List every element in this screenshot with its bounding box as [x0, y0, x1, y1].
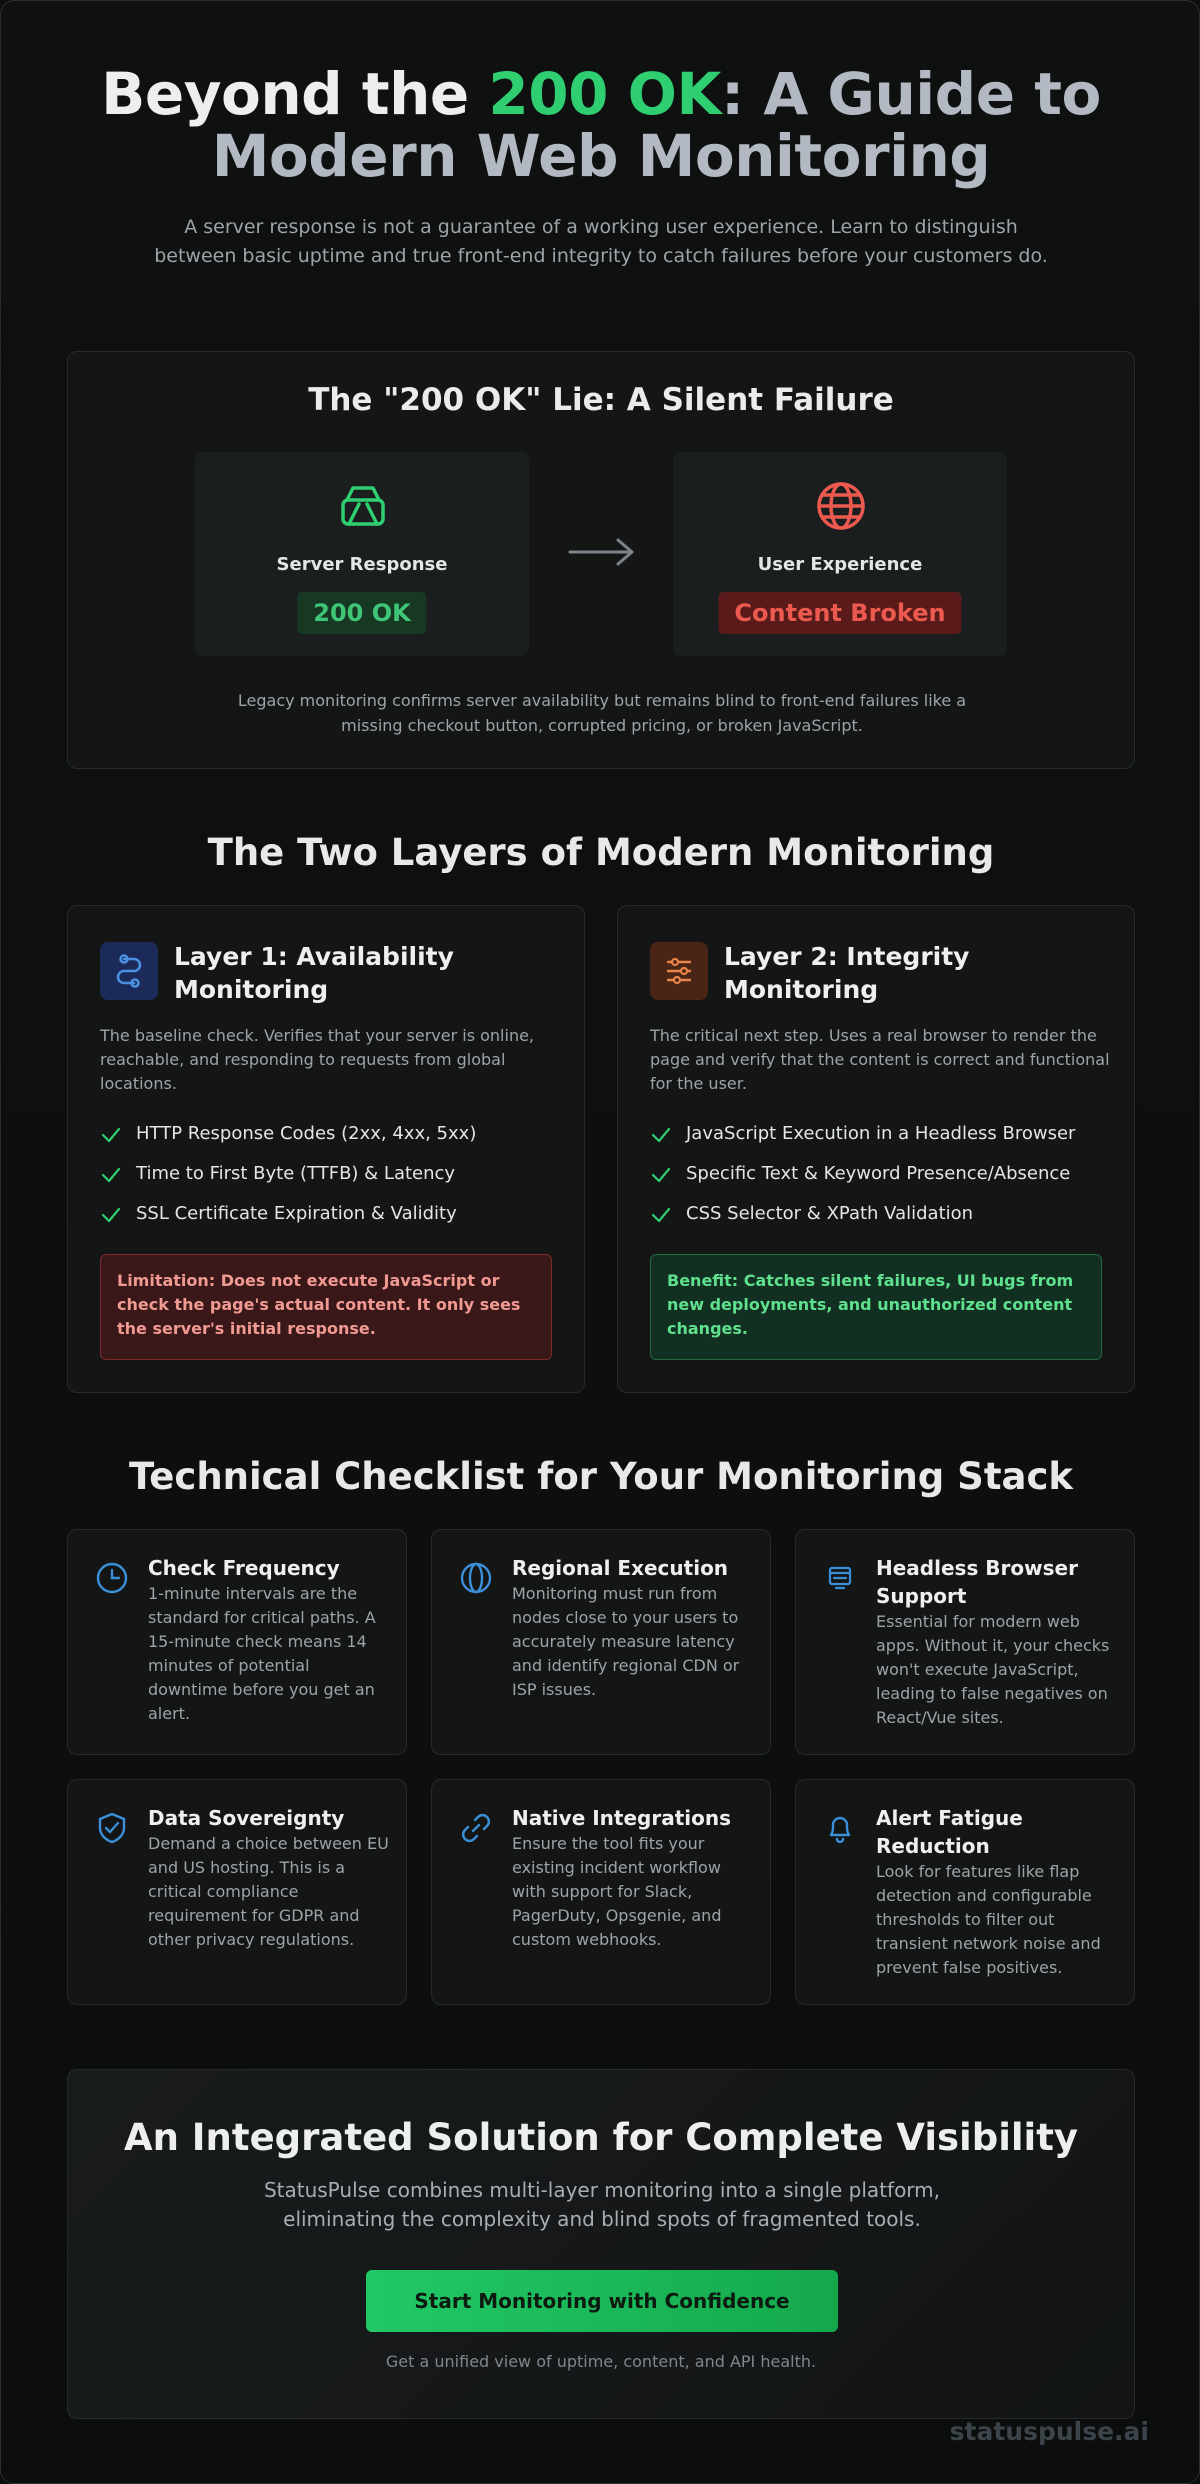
shield-check-icon [94, 1810, 130, 1846]
check-icon [100, 1124, 122, 1146]
globe-icon [815, 480, 867, 532]
start-monitoring-button[interactable]: Start Monitoring with Confidence [366, 2270, 838, 2332]
cta-subtitle: StatusPulse combines multi-layer monitoring into a single platform, eliminating the complexity and blind spots of fragmented tools. [263, 2178, 941, 2231]
user-experience-box [673, 452, 1007, 656]
list-item [650, 1202, 1075, 1242]
server-response-box [195, 452, 529, 656]
checklist-card-alert-fatigue [795, 1779, 1135, 2005]
checklist-card-data-sovereignty [67, 1779, 407, 2005]
list-item-text: SSL Certificate Expiration & Validity [136, 1203, 457, 1224]
clock-icon [94, 1560, 130, 1596]
check-icon [100, 1204, 122, 1226]
server-response-label: Server Response [276, 554, 448, 575]
benefit-callout: Benefit: Catches silent failures, UI bugs from new deployments, and unauthorized content changes. [650, 1254, 1102, 1360]
layer-2-card [617, 905, 1135, 1393]
silent-failure-card [67, 351, 1135, 769]
cta-title: An Integrated Solution for Complete Visibility [123, 2116, 1079, 2159]
list-item [100, 1202, 476, 1242]
checklist-body: Look for features like flap detection and configurable thresholds to filter out transient network noise and prevent false positives. [876, 1862, 1101, 1977]
list-item-text: Specific Text & Keyword Presence/Absence [686, 1163, 1071, 1184]
arrow-right-icon [568, 532, 638, 572]
checklist-title: Alert Fatigue Reduction [876, 1806, 1023, 1858]
checklist-body: 1-minute intervals are the standard for critical paths. A 15-minute check means 14 minutes of potential downtime before you get an alert. [148, 1584, 376, 1723]
bell-icon [822, 1810, 858, 1846]
layers-section-title: The Two Layers of Modern Monitoring [207, 831, 995, 874]
checklist-body: Monitoring must run from nodes close to your users to accurately measure latency and identify regional CDN or ISP issues. [512, 1584, 740, 1699]
check-icon [650, 1204, 672, 1226]
list-item [650, 1122, 1075, 1162]
checklist-card-regional-execution [431, 1529, 771, 1755]
layer-1-card [67, 905, 585, 1393]
hero [61, 60, 1141, 271]
checklist-title: Native Integrations [512, 1806, 731, 1830]
checklist-body: Demand a choice between EU and US hosting. This is a critical compliance requirement for GDPR and other privacy regulations. [148, 1834, 389, 1949]
checklist-title: Regional Execution [512, 1556, 729, 1580]
check-icon [650, 1124, 672, 1146]
list-item-text: HTTP Response Codes (2xx, 4xx, 5xx) [136, 1123, 477, 1144]
route-icon [100, 942, 158, 1000]
hero-subtitle: A server response is not a guarantee of a working user experience. Learn to distinguish between basic uptime and true front-end integrity to catch failures before your customers do. [154, 216, 1048, 267]
title-line-2: Modern Web Monitoring [211, 122, 991, 190]
user-status-badge: Content Broken [718, 592, 961, 634]
list-item-text: CSS Selector & XPath Validation [686, 1203, 974, 1224]
checklist-title: Data Sovereignty [148, 1806, 345, 1830]
layer-2-list [650, 1122, 1075, 1242]
layer-2-title: Layer 2: Integrity Monitoring [724, 942, 970, 1004]
title-part-1: Beyond the [101, 60, 489, 128]
checklist-section-title: Technical Checklist for Your Monitoring Stack [128, 1455, 1074, 1498]
list-item [100, 1122, 476, 1162]
checklist-body: Essential for modern web apps. Without it, your checks won't execute JavaScript, leading to false negatives on React/Vue sites. [876, 1612, 1110, 1727]
server-status-badge: 200 OK [297, 592, 426, 634]
checklist-title: Headless Browser Support [876, 1556, 1078, 1608]
cta-footnote: Get a unified view of uptime, content, and API health. [385, 2352, 817, 2371]
list-item-text: JavaScript Execution in a Headless Browser [686, 1123, 1076, 1144]
limitation-callout: Limitation: Does not execute JavaScript or check the page's actual content. It only sees the server's initial response. [100, 1254, 552, 1360]
server-icon [337, 480, 389, 532]
layer-1-badge [100, 942, 158, 1000]
checklist-title: Check Frequency [148, 1556, 340, 1580]
layer-1-title: Layer 1: Availability Monitoring [174, 942, 454, 1004]
page-title [61, 60, 1141, 190]
checklist-card-native-integrations [431, 1779, 771, 2005]
layer-2-desc: The critical next step. Uses a real browser to render the page and verify that the content is correct and functional for the user. [650, 1026, 1110, 1093]
title-part-2: : A Guide to [720, 60, 1101, 128]
check-icon [650, 1164, 672, 1186]
browser-icon [822, 1560, 858, 1596]
check-icon [100, 1164, 122, 1186]
user-experience-label: User Experience [757, 554, 923, 575]
brand-logo-text: statuspulse.ai [949, 2417, 1149, 2446]
list-item [650, 1162, 1075, 1202]
silent-failure-note: Legacy monitoring confirms server availability but remains blind to front-end failures like a missing checkout button, corrupted pricing, or broken JavaScript. [237, 691, 967, 735]
cta-card [67, 2069, 1135, 2419]
list-item [100, 1162, 476, 1202]
globe-icon [458, 1560, 494, 1596]
title-highlight: 200 OK [488, 60, 721, 128]
layer-1-desc: The baseline check. Verifies that your server is online, reachable, and responding to requests from global locations. [100, 1026, 535, 1093]
checklist-card-headless-browser [795, 1529, 1135, 1755]
checklist-card-check-frequency [67, 1529, 407, 1755]
link-icon [458, 1810, 494, 1846]
list-item-text: Time to First Byte (TTFB) & Latency [136, 1163, 456, 1184]
silent-failure-title: The "200 OK" Lie: A Silent Failure [308, 382, 894, 418]
checklist-body: Ensure the tool fits your existing incident workflow with support for Slack, PagerDuty, Opsgenie, and custom webhooks. [512, 1834, 722, 1949]
sliders-icon [650, 942, 708, 1000]
layer-1-list [100, 1122, 476, 1242]
layer-2-badge [650, 942, 708, 1000]
